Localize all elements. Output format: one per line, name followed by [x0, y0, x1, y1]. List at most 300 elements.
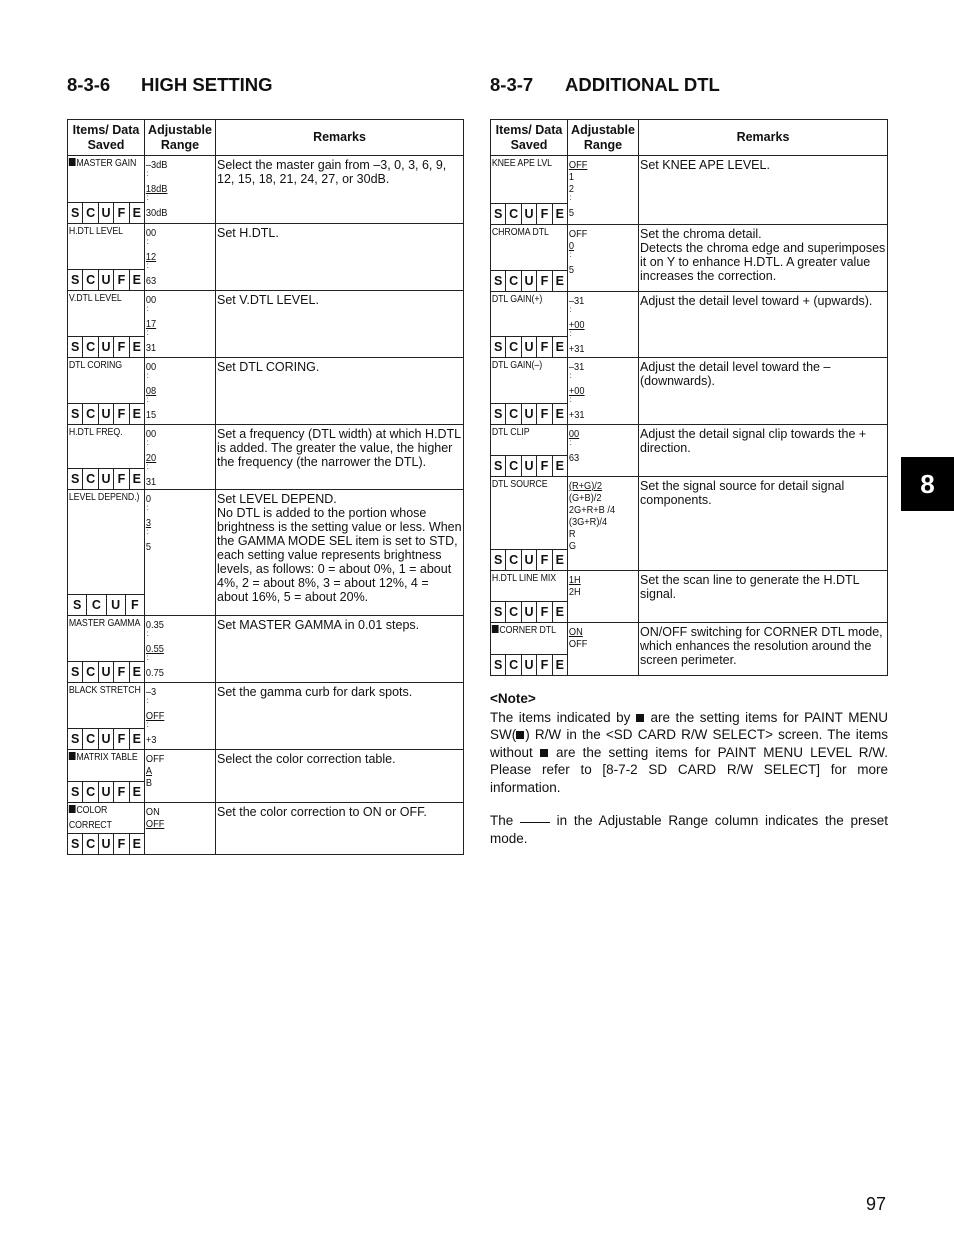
remarks-text: Set the chroma detail. Detects the chroma edge and superimposes it on Y to enhance H.DTL. A greater value increases the correction. — [640, 227, 886, 283]
range-ellipsis: : — [146, 261, 149, 270]
item-label: V.DTL LEVEL — [68, 292, 122, 304]
range-cell — [145, 490, 216, 616]
remarks-cell — [216, 425, 464, 490]
table-header-row — [491, 120, 888, 156]
range-value: 30dB — [145, 207, 168, 219]
save-flag: E — [555, 340, 564, 354]
range-value: 00 — [145, 294, 157, 306]
item-label: MASTER GAIN — [76, 157, 137, 169]
item-label: DTL SOURCE — [491, 478, 548, 490]
range-ellipsis: : — [146, 438, 149, 447]
data-saved-flags — [491, 203, 567, 224]
range-ellipsis: : — [146, 696, 149, 705]
table-row — [491, 425, 888, 477]
range-value: 5 — [568, 264, 575, 276]
range-value-preset: +00 — [568, 385, 585, 397]
save-flag: E — [555, 407, 564, 421]
range-cell — [568, 225, 639, 292]
item-name — [68, 358, 144, 373]
note-text: The — [490, 813, 514, 828]
table-row — [68, 490, 464, 616]
remarks-text: Set the color correction to ON or OFF. — [217, 805, 427, 819]
save-flag: U — [107, 595, 126, 615]
note-paragraph — [490, 812, 888, 847]
range-cell — [145, 425, 216, 490]
range-cell — [568, 156, 639, 225]
range-cell — [145, 683, 216, 750]
table-row — [68, 616, 464, 683]
range-ellipsis: : — [146, 503, 149, 512]
high-setting-table — [67, 119, 464, 855]
item-cell — [491, 225, 568, 292]
range-value: ON — [145, 806, 160, 818]
remarks-cell — [639, 292, 888, 358]
note-text: ) R/W in the <SD CARD R/W SELECT> screen. The items without — [490, 727, 888, 760]
item-label: H.DTL LINE MIX — [491, 572, 557, 584]
save-flag: F — [537, 602, 552, 622]
range-value: 0 — [145, 493, 152, 505]
range-cell — [145, 803, 216, 855]
save-flag: E — [132, 785, 141, 799]
data-saved-flags — [491, 549, 567, 570]
data-saved-flags — [68, 594, 144, 615]
save-flag: C — [83, 203, 98, 223]
black-square-marker-icon — [636, 714, 644, 722]
range-value: 5 — [568, 207, 575, 219]
save-flag: E — [132, 732, 141, 746]
range-cell — [145, 156, 216, 224]
remarks-text: Select the color correction table. — [217, 752, 396, 766]
item-name — [68, 490, 144, 505]
item-name — [68, 803, 144, 833]
range-ellipsis: : — [146, 720, 149, 729]
data-saved-flags — [491, 601, 567, 622]
save-flag: F — [537, 337, 552, 357]
range-value: 00 — [145, 361, 157, 373]
range-value-preset: A — [145, 765, 153, 777]
save-flag: U — [522, 404, 537, 424]
item-name — [491, 292, 567, 307]
save-flag: U — [99, 782, 114, 802]
range-values — [145, 291, 215, 354]
save-flag: E — [132, 837, 141, 851]
item-cell — [68, 683, 145, 750]
data-saved-flags — [68, 468, 144, 489]
black-square-marker-icon — [540, 749, 548, 757]
save-flag: F — [537, 550, 552, 570]
range-ellipsis: : — [146, 653, 149, 662]
range-values — [145, 616, 215, 679]
range-value: 31 — [145, 476, 157, 488]
table-row — [68, 425, 464, 490]
item-name — [68, 425, 144, 440]
header-range: Adjustable Range — [145, 120, 216, 156]
note-block — [490, 690, 888, 847]
remarks-text: Set KNEE APE LEVEL. — [640, 158, 770, 172]
item-label: DTL CLIP — [491, 426, 530, 438]
remarks-text: Adjust the detail level toward + (upwards). — [640, 294, 873, 308]
item-cell — [68, 358, 145, 425]
data-saved-flags — [491, 403, 567, 424]
item-cell — [491, 571, 568, 623]
black-square-marker-icon — [69, 805, 76, 813]
range-values — [568, 358, 638, 421]
remarks-cell — [216, 490, 464, 616]
save-flag: E — [132, 206, 141, 220]
range-value: 2G+R+B /4 — [568, 504, 616, 516]
save-flag: C — [506, 337, 521, 357]
save-flag: E — [132, 665, 141, 679]
save-flag: S — [68, 729, 83, 749]
section-title: ADDITIONAL DTL — [565, 74, 720, 95]
save-flag: F — [114, 662, 129, 682]
remarks-text: Set V.DTL LEVEL. — [217, 293, 319, 307]
save-flag: S — [68, 469, 83, 489]
range-values — [145, 425, 215, 488]
item-name — [491, 358, 567, 373]
remarks-text: Set DTL CORING. — [217, 360, 320, 374]
data-saved-flags — [68, 781, 144, 802]
range-value: 15 — [145, 409, 157, 421]
save-flag: U — [522, 456, 537, 476]
remarks-cell — [216, 291, 464, 358]
note-text: in the Adjustable Range column indicates the preset mode. — [490, 813, 888, 846]
range-value-preset: ON — [568, 626, 583, 638]
black-square-marker-icon — [492, 625, 499, 633]
remarks-cell — [639, 571, 888, 623]
item-name — [491, 425, 567, 440]
range-value: OFF — [145, 753, 165, 765]
range-value-preset: 08 — [145, 385, 157, 397]
data-saved-flags — [68, 661, 144, 682]
save-flag: E — [555, 658, 564, 672]
table-row — [491, 477, 888, 571]
range-value-preset: 1H — [568, 574, 581, 586]
data-saved-flags — [491, 336, 567, 357]
range-value: 5 — [145, 541, 152, 553]
item-cell — [68, 425, 145, 490]
data-saved-flags — [491, 455, 567, 476]
remarks-cell — [639, 156, 888, 225]
save-flag: U — [522, 204, 537, 224]
range-value: B — [145, 777, 153, 789]
header-range: Adjustable Range — [568, 120, 639, 156]
table-row — [68, 683, 464, 750]
save-flag: S — [68, 782, 83, 802]
remarks-text: ON/OFF switching for CORNER DTL mode, which enhances the resolution around the screen perimeter. — [640, 625, 883, 667]
item-label: DTL GAIN(–) — [491, 359, 543, 371]
range-value: OFF — [568, 228, 588, 240]
save-flag: U — [522, 550, 537, 570]
remarks-text: Set MASTER GAMMA in 0.01 steps. — [217, 618, 420, 632]
save-flag: U — [522, 655, 537, 675]
black-square-marker-icon — [69, 752, 76, 760]
range-cell — [145, 291, 216, 358]
data-saved-flags — [491, 270, 567, 291]
item-cell — [68, 291, 145, 358]
table-row — [491, 623, 888, 676]
save-flag: F — [114, 729, 129, 749]
save-flag: E — [132, 472, 141, 486]
save-flag: C — [506, 550, 521, 570]
range-values — [568, 477, 638, 552]
range-cell — [568, 425, 639, 477]
remarks-cell — [639, 623, 888, 676]
range-values — [568, 571, 638, 598]
range-ellipsis: : — [569, 250, 572, 259]
table-row — [491, 292, 888, 358]
range-values — [145, 156, 215, 219]
item-label: DTL GAIN(+) — [491, 293, 543, 305]
remarks-cell — [216, 750, 464, 803]
save-flag: S — [68, 404, 83, 424]
save-flag: U — [99, 662, 114, 682]
range-value: 2 — [568, 183, 575, 195]
range-value: 0.75 — [145, 667, 164, 679]
item-name — [491, 156, 567, 171]
range-value: –3 — [145, 686, 157, 698]
item-cell — [68, 490, 145, 616]
save-flag: U — [99, 203, 114, 223]
item-name — [68, 291, 144, 306]
range-value-preset: 0 — [568, 240, 575, 252]
table-row — [68, 156, 464, 224]
item-label: MASTER GAMMA — [68, 617, 141, 629]
table-row — [68, 750, 464, 803]
remarks-text: Set the gamma curb for dark spots. — [217, 685, 413, 699]
range-value: 1 — [568, 171, 575, 183]
range-value: G — [568, 540, 577, 552]
save-flag: S — [491, 550, 506, 570]
save-flag: F — [114, 337, 129, 357]
item-label: DTL CORING — [68, 359, 123, 371]
range-values — [145, 490, 215, 553]
save-flag: U — [99, 469, 114, 489]
range-cell — [145, 750, 216, 803]
item-name — [68, 616, 144, 631]
save-flag: C — [83, 337, 98, 357]
table-row — [68, 291, 464, 358]
range-value-preset: +00 — [568, 319, 585, 331]
range-ellipsis: : — [569, 193, 572, 202]
range-value: +31 — [568, 409, 585, 421]
save-flag: C — [506, 602, 521, 622]
item-cell — [491, 358, 568, 425]
item-cell — [68, 224, 145, 291]
range-value-preset: 12 — [145, 251, 157, 263]
item-name — [491, 623, 567, 638]
range-cell — [568, 571, 639, 623]
range-values — [145, 683, 215, 746]
range-value: 0.35 — [145, 619, 164, 631]
save-flag: C — [506, 271, 521, 291]
item-name — [491, 225, 567, 240]
item-cell — [68, 750, 145, 803]
save-flag: E — [555, 605, 564, 619]
range-value-preset: OFF — [145, 710, 165, 722]
remarks-cell — [216, 358, 464, 425]
range-ellipsis: : — [569, 305, 572, 314]
range-value: (3G+R)/4 — [568, 516, 608, 528]
range-value: –31 — [568, 295, 585, 307]
save-flag: E — [555, 207, 564, 221]
save-flag: U — [522, 602, 537, 622]
save-flag: S — [491, 204, 506, 224]
range-value: +3 — [145, 734, 157, 746]
range-ellipsis: : — [146, 462, 149, 471]
table-row — [68, 224, 464, 291]
save-flag: U — [99, 834, 114, 854]
save-flag: S — [68, 203, 83, 223]
save-flag: S — [68, 662, 83, 682]
save-flag: S — [491, 271, 506, 291]
range-value: 2H — [568, 586, 581, 598]
item-cell — [491, 623, 568, 676]
save-flag: U — [99, 729, 114, 749]
range-value: +31 — [568, 343, 585, 355]
save-flag: C — [83, 270, 98, 290]
range-values — [568, 292, 638, 355]
save-flag: F — [114, 469, 129, 489]
table-row — [491, 571, 888, 623]
range-value: 00 — [145, 428, 157, 440]
range-ellipsis: : — [569, 395, 572, 404]
save-flag: S — [491, 655, 506, 675]
remarks-cell — [639, 477, 888, 571]
range-value-preset: 17 — [145, 318, 157, 330]
remarks-text: Adjust the detail signal clip towards the + direction. — [640, 427, 867, 455]
range-value-preset: OFF — [568, 159, 588, 171]
item-name — [68, 683, 144, 698]
range-values — [568, 225, 638, 276]
save-flag: C — [506, 655, 521, 675]
section-number: 8-3-7 — [490, 74, 534, 95]
range-value: 63 — [568, 452, 580, 464]
save-flag: F — [114, 203, 129, 223]
range-value: 00 — [145, 227, 157, 239]
remarks-text: Select the master gain from –3, 0, 3, 6, 9, 12, 15, 18, 21, 24, 27, or 30dB. — [217, 158, 447, 186]
save-flag: F — [537, 271, 552, 291]
black-square-marker-icon — [516, 731, 524, 739]
save-flag: C — [83, 469, 98, 489]
note-text: The items indicated by — [490, 709, 631, 725]
save-flag: F — [537, 404, 552, 424]
range-values — [145, 224, 215, 287]
save-flag: C — [83, 729, 98, 749]
range-ellipsis: : — [569, 371, 572, 380]
note-text: are the setting items for PAINT MENU LEVEL R/W. Please refer to [8-7-2 SD CARD R/W SELECT] for more information. — [490, 744, 888, 795]
range-value-preset: OFF — [145, 818, 165, 830]
section-number: 8-3-6 — [67, 74, 111, 95]
chapter-tab: 8 — [901, 457, 954, 511]
note-paragraph — [490, 709, 888, 797]
item-cell — [491, 425, 568, 477]
range-value-preset: 00 — [568, 428, 580, 440]
range-ellipsis: : — [146, 237, 149, 246]
item-label: H.DTL LEVEL — [68, 225, 123, 237]
range-cell — [568, 292, 639, 358]
save-flag: S — [491, 337, 506, 357]
range-ellipsis: : — [146, 629, 149, 638]
save-flag: C — [83, 662, 98, 682]
underline-sample — [520, 822, 550, 823]
save-flag: C — [506, 404, 521, 424]
table-header-row — [68, 120, 464, 156]
item-name — [491, 477, 567, 492]
save-flag: F — [114, 834, 129, 854]
data-saved-flags — [68, 833, 144, 854]
save-flag: F — [114, 270, 129, 290]
range-ellipsis: : — [146, 371, 149, 380]
range-values — [568, 156, 638, 219]
save-flag: F — [537, 655, 552, 675]
item-cell — [491, 477, 568, 571]
item-label: CHROMA DTL — [491, 226, 549, 238]
range-cell — [145, 224, 216, 291]
item-name — [68, 750, 144, 765]
additional-dtl-table — [490, 119, 888, 676]
save-flag: E — [555, 274, 564, 288]
save-flag: U — [99, 270, 114, 290]
header-items: Items/ Data Saved — [491, 120, 568, 156]
save-flag: F — [131, 598, 139, 612]
range-cell — [568, 623, 639, 676]
item-label: COLOR CORRECT — [68, 804, 112, 831]
item-name — [68, 224, 144, 239]
save-flag: C — [83, 404, 98, 424]
range-ellipsis: : — [146, 304, 149, 313]
save-flag: F — [114, 782, 129, 802]
save-flag: F — [537, 456, 552, 476]
item-label: LEVEL DEPEND.) — [68, 491, 140, 503]
range-value: R — [568, 528, 576, 540]
save-flag: U — [522, 337, 537, 357]
item-cell — [491, 156, 568, 225]
save-flag: S — [491, 602, 506, 622]
range-ellipsis: : — [569, 329, 572, 338]
item-name — [491, 571, 567, 586]
header-remarks: Remarks — [216, 120, 464, 156]
remarks-cell — [639, 358, 888, 425]
range-value-preset: 20 — [145, 452, 157, 464]
page-number: 97 — [866, 1194, 887, 1214]
remarks-text: Set a frequency (DTL width) at which H.DTL is added. The greater the value, the higher the frequency (the narrower the DTL). — [217, 427, 461, 469]
save-flag: E — [555, 553, 564, 567]
note-text: are the setting items for PAINT MENU SW( — [490, 709, 888, 742]
data-saved-flags — [68, 403, 144, 424]
remarks-cell — [216, 156, 464, 224]
header-remarks: Remarks — [639, 120, 888, 156]
remarks-cell — [216, 616, 464, 683]
save-flag: S — [68, 595, 87, 615]
item-label: BLACK STRETCH — [68, 684, 141, 696]
save-flag: F — [114, 404, 129, 424]
save-flag: S — [68, 834, 83, 854]
data-saved-flags — [68, 269, 144, 290]
remarks-text: Set LEVEL DEPEND. No DTL is added to the portion whose brightness is the setting value or less. When the GAMMA MODE SEL item is set to STD, each setting value represents brightness levels, as follows: 0 = about 0%, 1 = about 4%, 2 = about 8%, 3 = about 12%, 4 = about 16%, 5 = about 20%. — [217, 492, 462, 604]
range-value: 63 — [145, 275, 157, 287]
item-cell — [491, 292, 568, 358]
table-row — [68, 358, 464, 425]
range-ellipsis: : — [146, 527, 149, 536]
data-saved-flags — [491, 654, 567, 675]
save-flag: C — [506, 204, 521, 224]
save-flag: C — [87, 595, 106, 615]
remarks-cell — [216, 683, 464, 750]
item-cell — [68, 616, 145, 683]
data-saved-flags — [68, 728, 144, 749]
range-value: –31 — [568, 361, 585, 373]
